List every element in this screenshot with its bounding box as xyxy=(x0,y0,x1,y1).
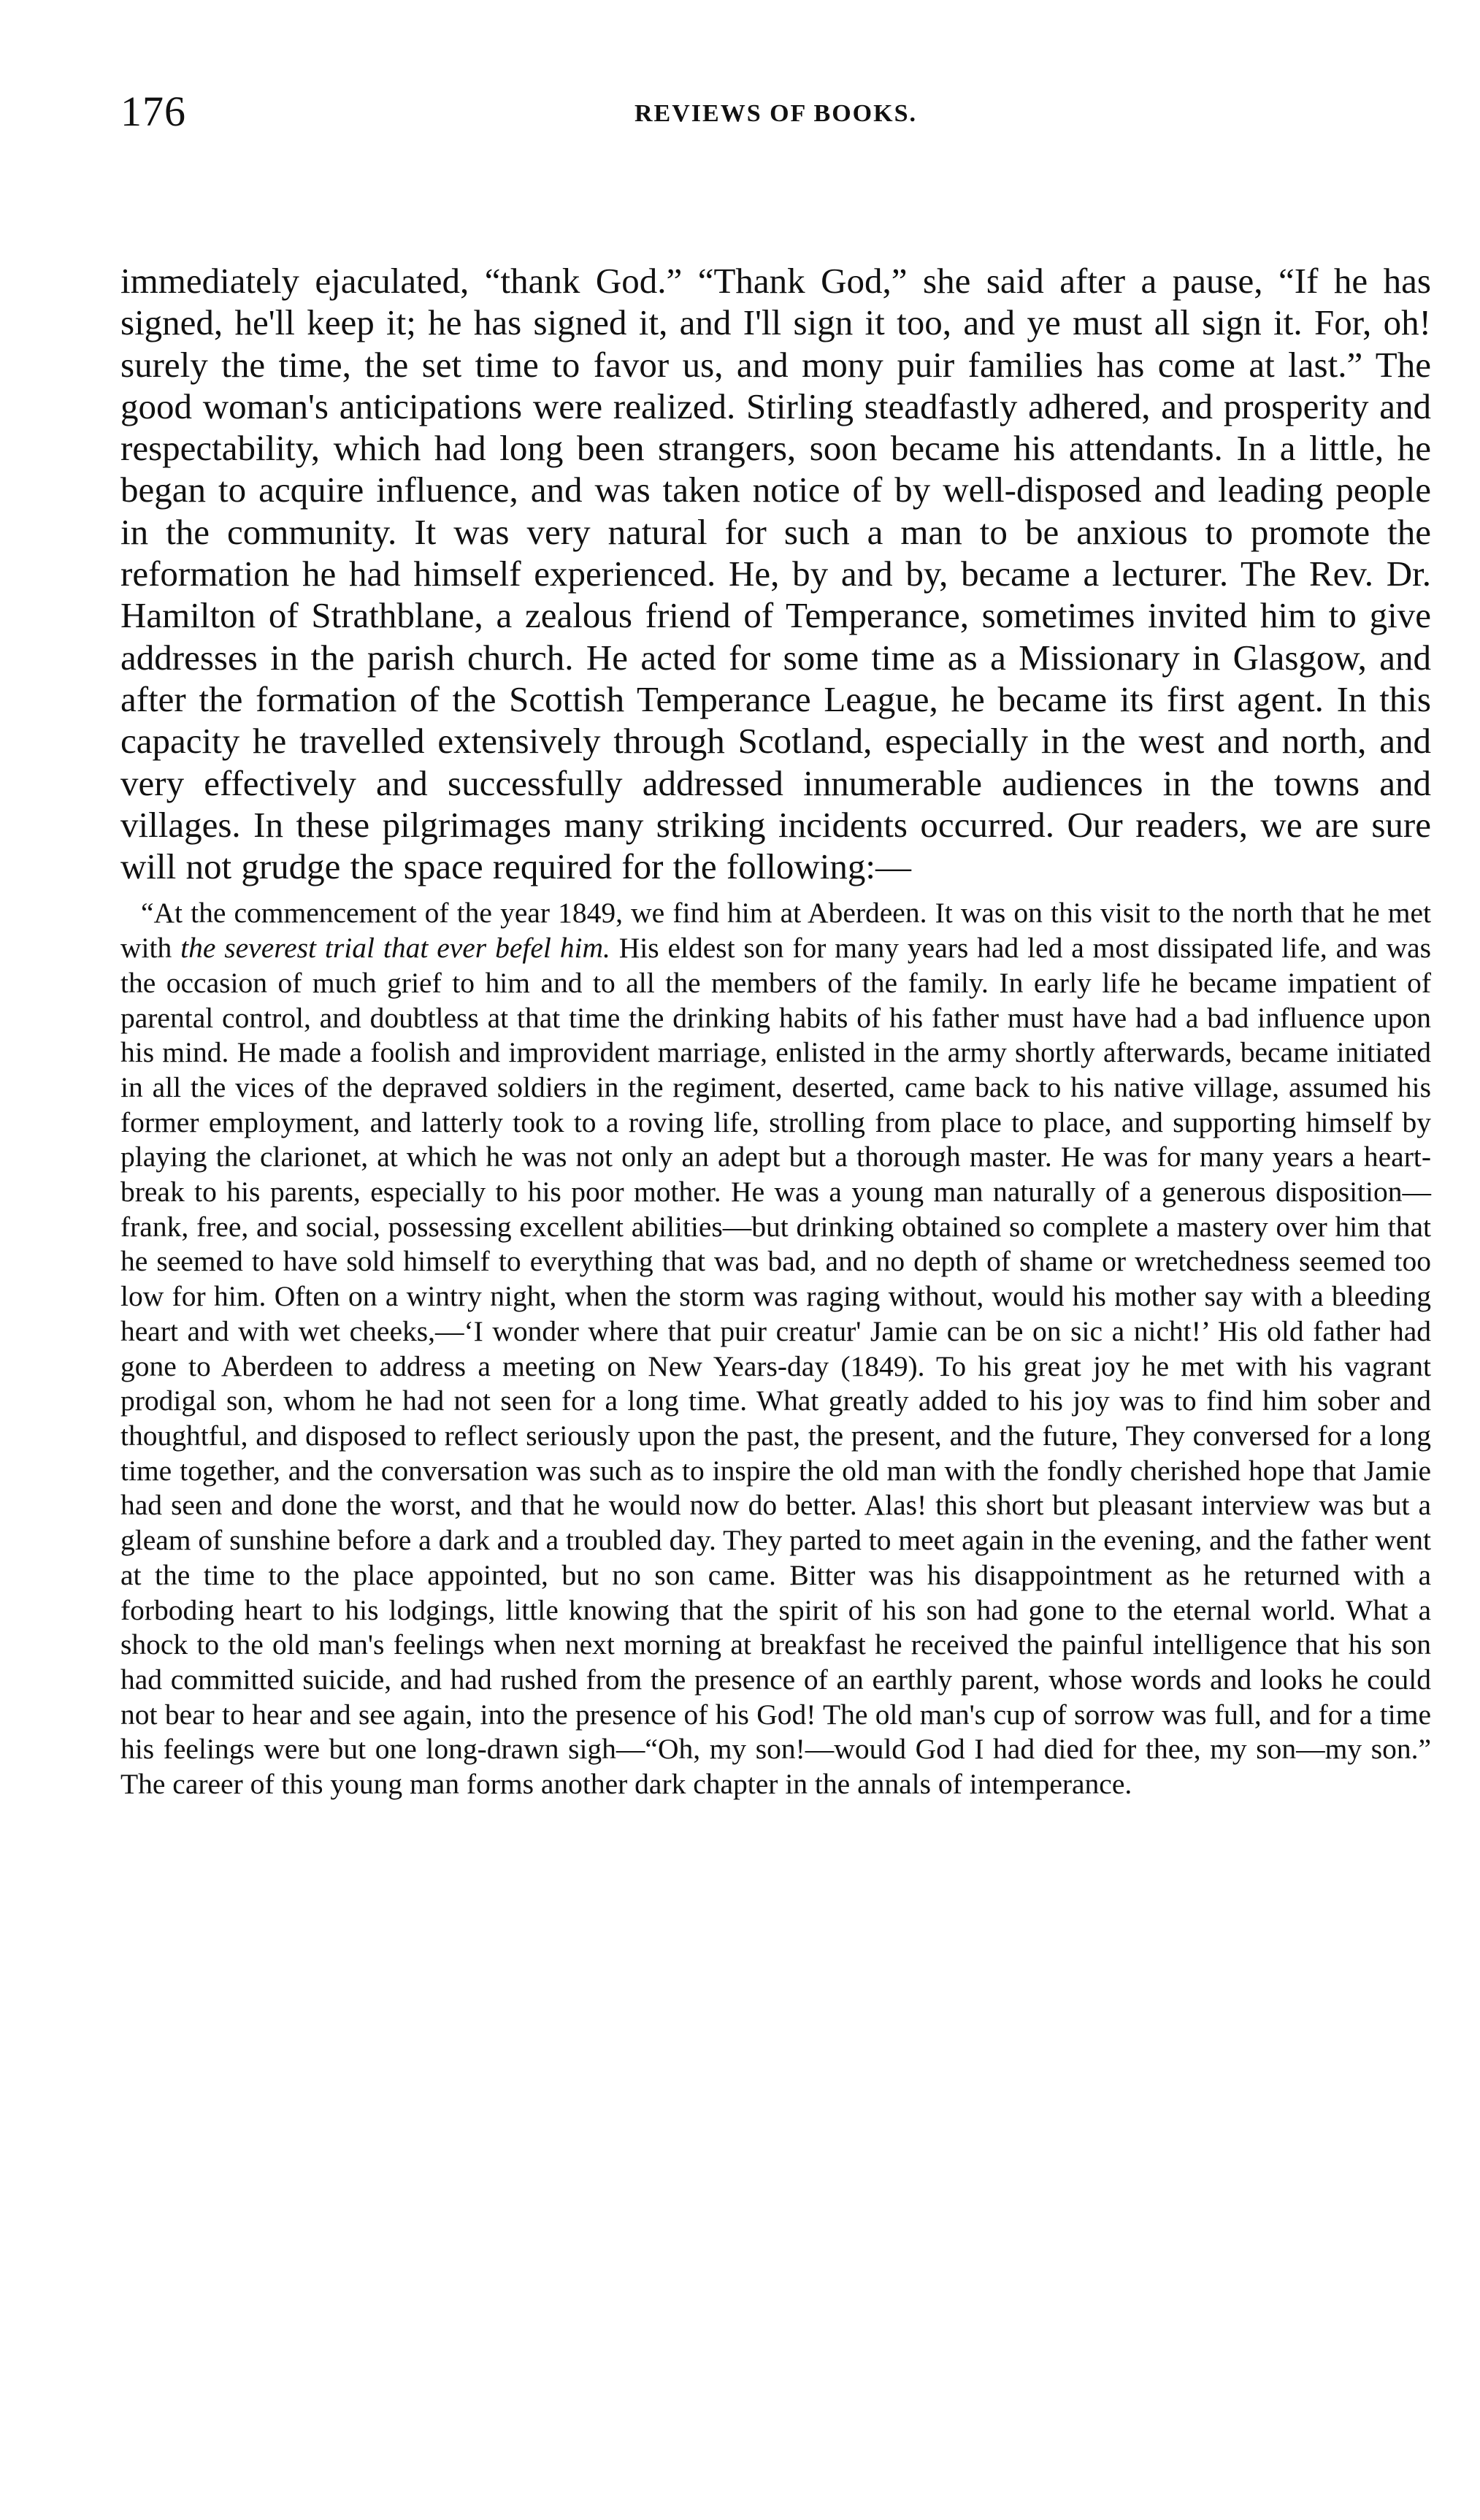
extract-italic-phrase: the severest trial that ever befel him. xyxy=(180,932,610,965)
book-page xyxy=(120,86,1431,1802)
running-head: REVIEWS OF BOOKS. xyxy=(634,100,917,127)
extract-text-part-2: His eldest son for many years had led a most dissipated life, and was the occasion of much grief to him and to all the members of the family. In early life he became impatient of parental control, and doubtless at that time the drinking habits of his father must have had a bad influence upon his mind. He made a foolish and improvident marriage, enlisted in the army shortly afterwards, became initiated in all the vices of the depraved soldiers in the regiment, deserted, came back to his native village, assumed his former employment, and latterly took to a roving life, strolling from place to place, and supporting himself by playing the clarionet, at which he was not only an adept but a thorough master. He was for many years a heart-break to his parents, especially to his poor mother. He was a young man naturally of a generous disposition—frank, free, and social, possessing excellent abilities—but drinking obtained so complete a mastery over him that he seemed to have sold himself to everything that was bad, and no depth of shame or wretchedness seemed too low for him. Often on a wintry night, when the storm was raging without, would his mother say with a bleeding heart and with wet cheeks,—‘I wonder where that puir creatur' Jamie can be on sic a nicht!’ His old father had gone to Aberdeen to address a meeting on New Years-day (1849). To his great joy he met with his vagrant prodigal son, whom he had not seen for a long time. What greatly added to his joy was to find him sober and thoughtful, and disposed to reflect seriously upon the past, the present, and the future, They conversed for a long time together, and the conversation was such as to inspire the old man with the fondly cherished hope that Jamie had seen and done the worst, and that he would now do better. Alas! this short but pleasant interview was but a gleam of sunshine before a dark and a troubled day. They parted to meet again in the evening, and the father went at the time to the place appointed, but no son came. Bitter was his disappointment as he returned with a forboding heart to his lodgings, little knowing that the spirit of his son had gone to the eternal world. What a shock to the old man's feelings when next morning at breakfast he received the painful intelligence that his son had committed suicide, and had rushed from the presence of an earthly parent, whose words and looks he could not bear to hear and see again, into the presence of his God! The old man's cup of sorrow was full, and for a time his feelings were but one long-drawn sigh—“Oh, my son!—would God I had died for thee, my son—my son.” The career of this young man forms another dark chapter in the annals of intemperance. xyxy=(120,932,1432,1801)
quoted-extract xyxy=(120,896,1431,1801)
page-number: 176 xyxy=(120,88,186,135)
page-header xyxy=(120,86,1431,152)
extract-text-part-1: “At the commencement of the year 1849, we find him at Aberdeen. It was on this visit to the north that he met with xyxy=(120,897,1431,965)
body-paragraph: immediately ejaculated, “thank God.” “Thank God,” she said after a pause, “If he has signed, he'll keep it; he has signed it, and I'll sign it too, and ye must all sign it. For, oh! surely the time, the set time to favor us, and mony puir families has come at last.” The good woman's anticipations were realized. Stirling steadfastly adhered, and prosperity and respectability, which had long been strangers, soon became his attendants. In a little, he began to acquire influence, and was taken notice of by well-disposed and leading people in the community. It was very natural for such a man to be anxious to promote the reformation he had himself experienced. He, by and by, became a lecturer. The Rev. Dr. Hamilton of Strathblane, a zealous friend of Temperance, sometimes invited him to give addresses in the parish church. He acted for some time as a Missionary in Glasgow, and after the formation of the Scottish Temperance League, he became its first agent. In this capacity he travelled extensively through Scotland, especially in the west and north, and very effectively and successfully addressed innumerable audiences in the towns and villages. In these pilgrimages many striking incidents occurred. Our readers, we are sure will not grudge the space required for the following:— xyxy=(120,261,1431,887)
